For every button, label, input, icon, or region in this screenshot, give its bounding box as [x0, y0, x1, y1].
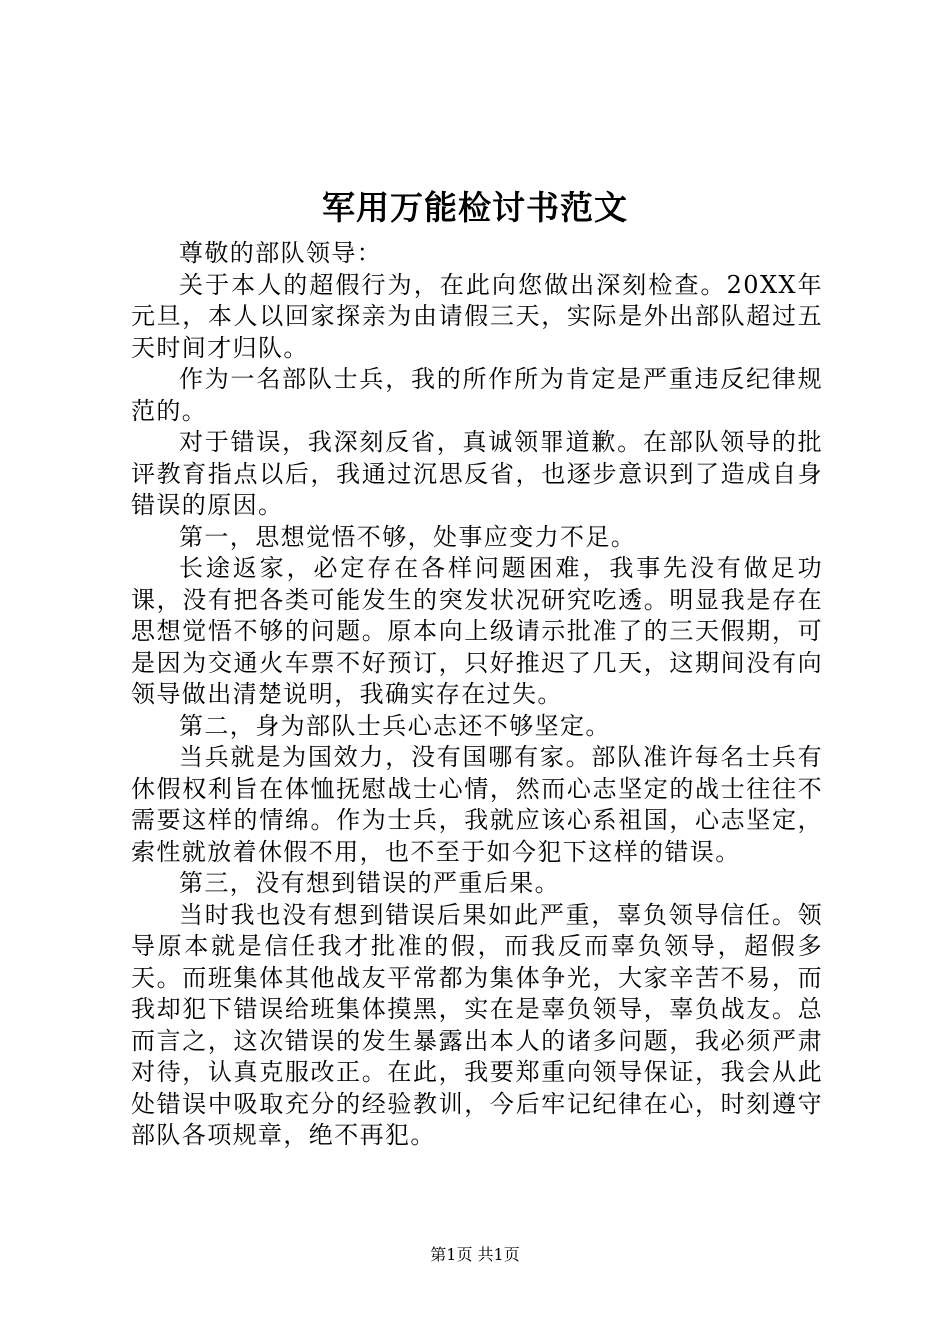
body-paragraph: 作为一名部队士兵，我的所作所为肯定是严重违反纪律规范的。 [131, 365, 823, 425]
section-heading-3: 第三，没有想到错误的严重后果。 [179, 869, 560, 897]
section-heading-1: 第一，思想觉悟不够，处事应变力不足。 [179, 522, 637, 551]
section-heading-2: 第二，身为部队士兵心志还不够坚定。 [179, 711, 611, 740]
body-paragraph: 当兵就是为国效力，没有国哪有家。部队准许每名士兵有休假权利旨在体恤抚慰战士心情，然而心志坚定的战士往往不需要这样的情绵。作为士兵，我就应该心系祖国，心志坚定，索性就放着休假不用，也不至于如今犯下这样的错误。 [131, 743, 823, 866]
salutation: 尊敬的部队领导： [179, 239, 383, 267]
document-title: 军用万能检讨书范文 [322, 188, 628, 227]
body-paragraph: 对于错误，我深刻反省，真诚领罪道歉。在部队领导的批评教育指点以后，我通过沉思反省，也逐步意识到了造成自身错误的原因。 [131, 428, 823, 519]
body-paragraph: 关于本人的超假行为，在此向您做出深刻检查。20XX年元旦，本人以回家探亲为由请假三天，实际是外出部队超过五天时间才归队。 [131, 270, 823, 362]
body-paragraph: 当时我也没有想到错误后果如此严重，辜负领导信任。领导原本就是信任我才批准的假，而我反而辜负领导，超假多天。而班集体其他战友平常都为集体争光，大家辛苦不易，而我却犯下错误给班集体摸黑，实在是辜负领导，辜负战友。总而言之，这次错误的发生暴露出本人的诸多问题，我必须严肃对待，认真克服改正。在此，我要郑重向领导保证，我会从此处错误中吸取充分的经验教训，今后牢记纪律在心，时刻遵守部队各项规章，绝不再犯。 [131, 900, 823, 1149]
document-body [131, 238, 823, 1152]
page-footer: 第1页 共1页 [430, 1245, 520, 1264]
body-paragraph: 长途返家，必定存在各样问题困难，我事先没有做足功课，没有把各类可能发生的突发状况研究吃透。明显我是存在思想觉悟不够的问题。原本向上级请示批准了的三天假期，可是因为交通火车票不好预订，只好推迟了几天，这期间没有向领导做出清楚说明，我确实存在过失。 [131, 554, 823, 708]
